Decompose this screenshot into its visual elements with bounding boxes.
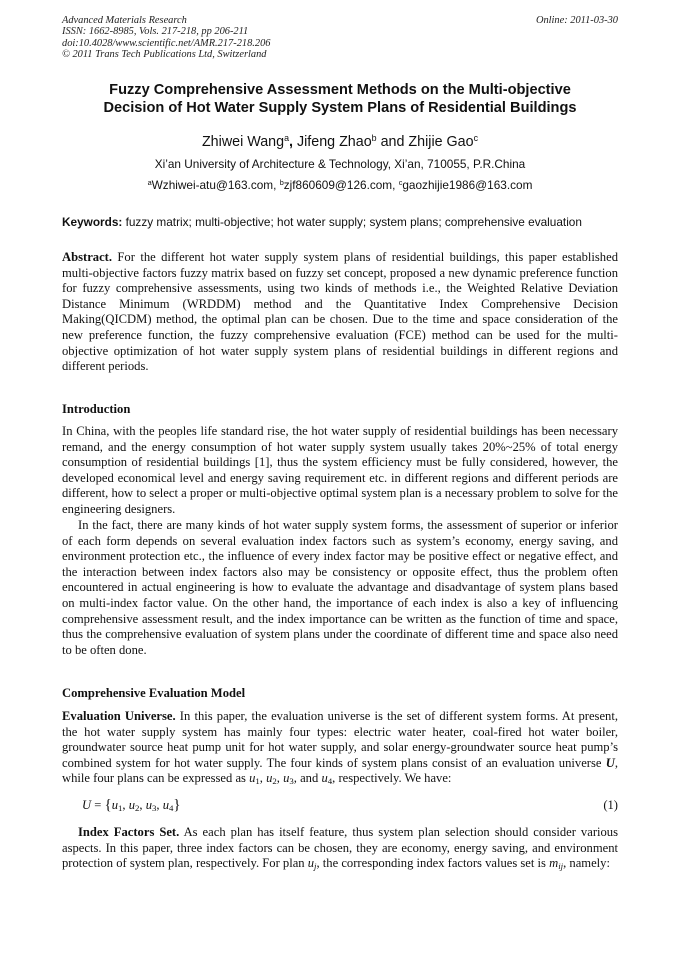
copyright-line: © 2011 Trans Tech Publications Ltd, Switzerland	[62, 48, 267, 60]
email-3-mark: c	[398, 177, 403, 187]
author-1: Zhiwei Wang	[201, 134, 285, 150]
plan-symbol: u	[162, 798, 170, 812]
keywords-text: fuzzy matrix; multi-objective; hot water supply; system plans; comprehensive evaluation	[122, 215, 582, 229]
equation-brace-left: {	[104, 797, 112, 813]
plan-symbol: u	[307, 856, 315, 871]
keywords-label: Keywords:	[62, 215, 123, 229]
plan-index: 3	[289, 776, 294, 787]
intro-paragraph-2: In the fact, there are many kinds of hot water supply system forms, the assessment of superior or inferior of each form depends on several evaluation index factors such as system’s economy, energy saving, and environment protection etc., the influence of every index factor may be positive effect or negative effect, and the interaction between index factors also may be consistency or opposite effect, thus the problem often encountered in actual engineering is how to evaluate the advantage and disadvantage of system plans based on multi-index factor value. On the other hand, the importance of each index is also a key of influencing comprehensive assessment result, and the index importance can be written as the function of time and space, thus the comprehensive evaluation of system plans under the coordinate of different time and space also need to be often done.	[62, 518, 618, 657]
factors-label: Index Factors Set.	[78, 825, 180, 839]
email-2[interactable]: zjf860609@126.com,	[283, 178, 399, 192]
title-line-2: Decision of Hot Water Supply System Plans of Residential Buildings	[103, 100, 577, 116]
affiliation: Xi’an University of Architecture & Technology, Xi’an, 710055, P.R.China	[154, 157, 526, 171]
universe-label: Evaluation Universe.	[62, 709, 176, 723]
paper-title	[62, 81, 618, 117]
factors-text: As each plan has itself feature, thus system plan selection should consider various aspects. In this paper, three index factors can be chosen, they are economy, energy saving, and environment protection of system plan, respectively. For plan	[62, 825, 619, 871]
email-2-mark: b	[279, 177, 284, 187]
plan-index: 4	[327, 776, 333, 787]
plan-symbol: u	[249, 771, 256, 786]
issn-line: ISSN: 1662-8985, Vols. 217-218, pp 206-211	[62, 26, 249, 38]
plan-symbol: u	[128, 798, 136, 812]
email-1[interactable]: Wzhiwei-atu@163.com,	[151, 178, 280, 192]
plan-index: 3	[152, 803, 157, 814]
author-1-mark: a	[284, 133, 289, 144]
equation-brace-right: }	[173, 797, 181, 813]
plan-symbol: u	[111, 798, 119, 812]
plan-index: 2	[272, 776, 277, 787]
list-separator: ,	[139, 798, 146, 812]
list-separator: ,	[259, 771, 267, 786]
author-3-mark: c	[473, 133, 479, 144]
journal-header	[62, 15, 618, 60]
factor-index: ij	[558, 861, 564, 872]
journal-name: Advanced Materials Research	[62, 15, 187, 26]
universe-text: In this paper, the evaluation universe is the set of different system forms. At present, the hot water supply system has mainly four types: electric water heater, coal-fired hot water boiler, groundwater source heat pump unit for hot water supply, and solar energy-groundwater source heat pump’s combined system for hot water supply. The four kinds of system plans consist of an evaluation universe	[62, 709, 618, 770]
plan-symbol: u	[321, 771, 328, 786]
abstract-paragraph	[62, 250, 618, 375]
online-date: Online: 2011-03-30	[535, 15, 618, 26]
author-list	[62, 133, 618, 151]
doi-line: doi:10.4028/www.scientific.net/AMR.217-218.206	[62, 37, 271, 49]
abstract-text: For the different hot water supply system plans of residential buildings, this paper established multi-objective factors fuzzy matrix based on fuzzy set concept, proposed a new dynamic preference function for fuzzy comprehensive assessments, using two kinds of methods i.e., the Weighted Relative Deviation Distance Minimum (WRDDM) method and the Quantitative Index Comprehensive Decision Making(QICDM) method, the optimal plan can be chosen. Due to the time and space consideration of the new preference function, the fuzzy comprehensive evaluation (FCE) method can be used for the multi-objective optimization of hot water supply system plans of residential buildings in different regions and different periods.	[62, 250, 618, 374]
author-3: Zhijie Gao	[408, 134, 474, 150]
equation-lhs: U	[82, 798, 92, 812]
email-1-mark: a	[147, 177, 152, 187]
equation-equals: =	[91, 798, 105, 812]
title-line-1: Fuzzy Comprehensive Assessment Methods on the Multi-objective	[109, 82, 571, 98]
factors-text-2: , the corresponding index factors values set is	[316, 856, 550, 871]
factors-text-end: , namely:	[563, 856, 610, 871]
plan-index: 1	[118, 803, 123, 814]
equation-number: (1)	[603, 798, 618, 812]
email-list	[62, 178, 618, 193]
list-separator: ,	[122, 798, 129, 812]
intro-paragraph-1: In China, with the peoples life standard rise, the hot water supply of residential buildings has been necessary remand, and the energy consumption of hot water supply system usually takes 20%~25% of total energy consumption of residential buildings [1], thus the system efficiency must be fully considered, however, the developed economical level and energy saving requirement etc. in different regions and different periods are different, how to select a proper or multi-objective optimal system plan is a necessary problem to solve for the engineering designers.	[62, 424, 618, 516]
keywords	[62, 215, 618, 230]
list-separator: ,	[276, 771, 284, 786]
abstract-label: Abstract.	[62, 250, 113, 264]
factor-symbol: m	[549, 856, 559, 871]
universe-symbol: U	[605, 755, 615, 770]
plan-symbol: u	[145, 798, 153, 812]
universe-text-2: , while four plans can be expressed as	[62, 755, 618, 786]
author-2-mark: b	[371, 133, 377, 144]
factors-paragraph	[62, 825, 618, 872]
list-separator: ,	[156, 798, 163, 812]
plan-symbol: u	[266, 771, 273, 786]
section-heading-introduction: Introduction	[62, 402, 131, 416]
author-2: Jifeng Zhao	[292, 134, 372, 150]
plan-symbol: u	[283, 771, 290, 786]
universe-text-end: , respectively. We have:	[332, 771, 452, 786]
list-separator: , and	[293, 771, 322, 786]
plan-index: 2	[135, 803, 140, 814]
author-separator: ,	[289, 134, 293, 150]
plan-index: j	[314, 861, 317, 872]
plan-index: 1	[255, 776, 260, 787]
section-heading-model: Comprehensive Evaluation Model	[62, 686, 246, 700]
equation-1	[82, 796, 618, 814]
email-3[interactable]: gaozhijie1986@163.com	[402, 178, 533, 192]
author-separator-and: and	[376, 134, 409, 150]
plan-index: 4	[169, 803, 174, 814]
universe-paragraph	[62, 709, 618, 787]
